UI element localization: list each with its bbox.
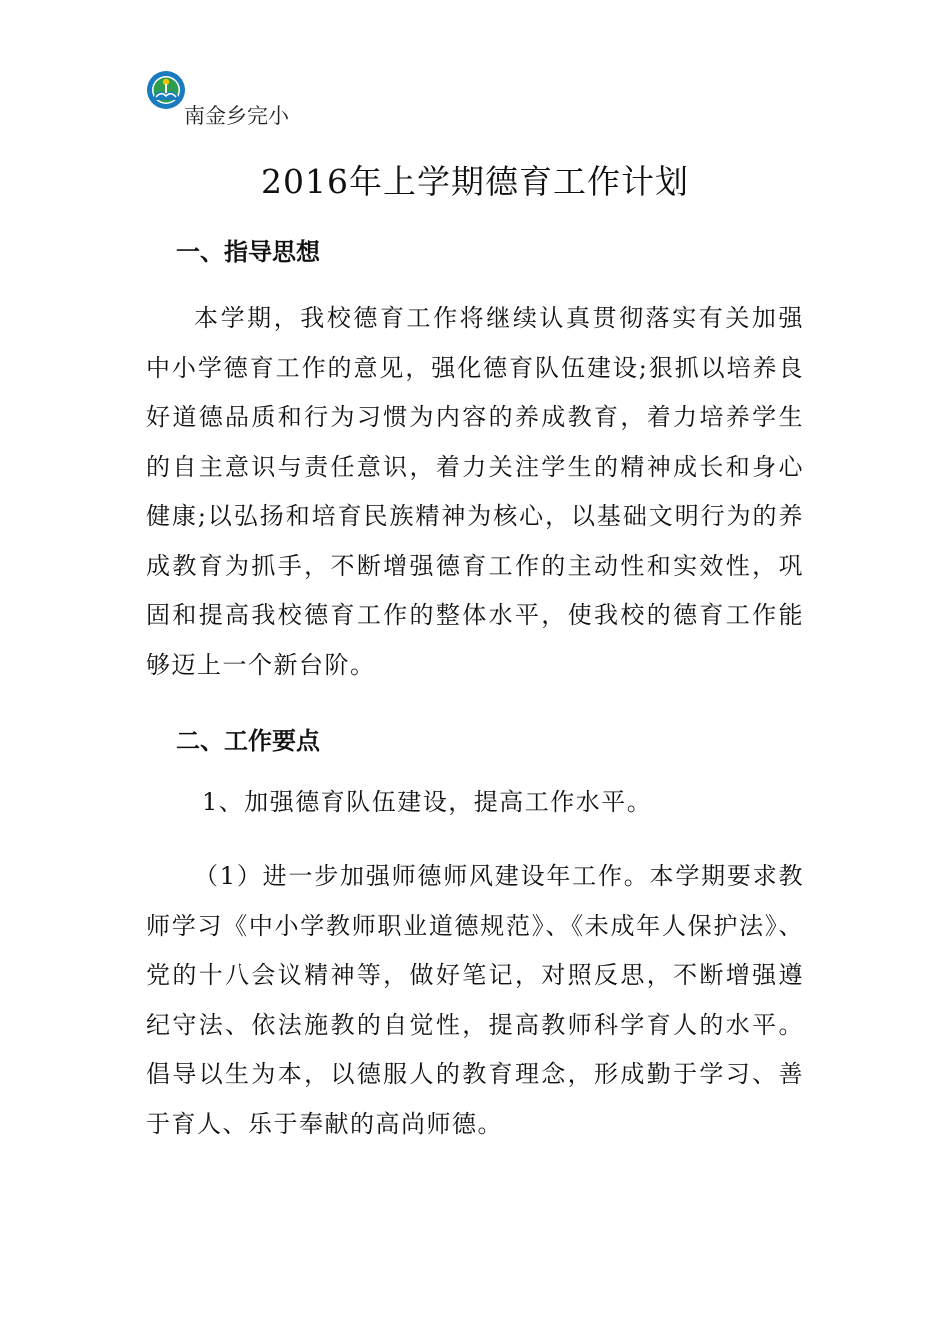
section-heading-guiding-ideology: 一、指导思想 <box>176 238 320 266</box>
school-name: 南金乡完小 <box>184 104 289 128</box>
document-title: 2016年上学期德育工作计划 <box>261 162 689 201</box>
section-paragraph-guiding-ideology: 本学期，我校德育工作将继续认真贯彻落实有关加强中小学德育工作的意见，强化德育队伍建设;狠抓以培养良好道德品质和行为习惯为内容的养成教育，着力培养学生的自主意识与责任意识，着力关注学生的精神成长和身心健康;以弘扬和培育民族精神为核心，以基础文明行为的养成教育为抓手，不断增强德育工作的主动性和实效性，巩固和提高我校德育工作的整体水平，使我校的德育工作能够迈上一个新台阶。 <box>146 304 804 679</box>
subheading-team-building: 1、加强德育队伍建设，提高工作水平。 <box>202 788 653 816</box>
section-heading-work-points: 二、工作要点 <box>176 727 320 755</box>
section-paragraph-teacher-ethics: （1）进一步加强师德师风建设年工作。本学期要求教师学习《中小学教师职业道德规范》、《未成年人保护法》、党的十八会议精神等，做好笔记，对照反思，不断增强遵纪守法、依法施教的自觉性，提高教师科学育人的水平。倡导以生为本，以德服人的教育理念，形成勤于学习、善于育人、乐于奉献的高尚师德。 <box>146 862 804 1138</box>
